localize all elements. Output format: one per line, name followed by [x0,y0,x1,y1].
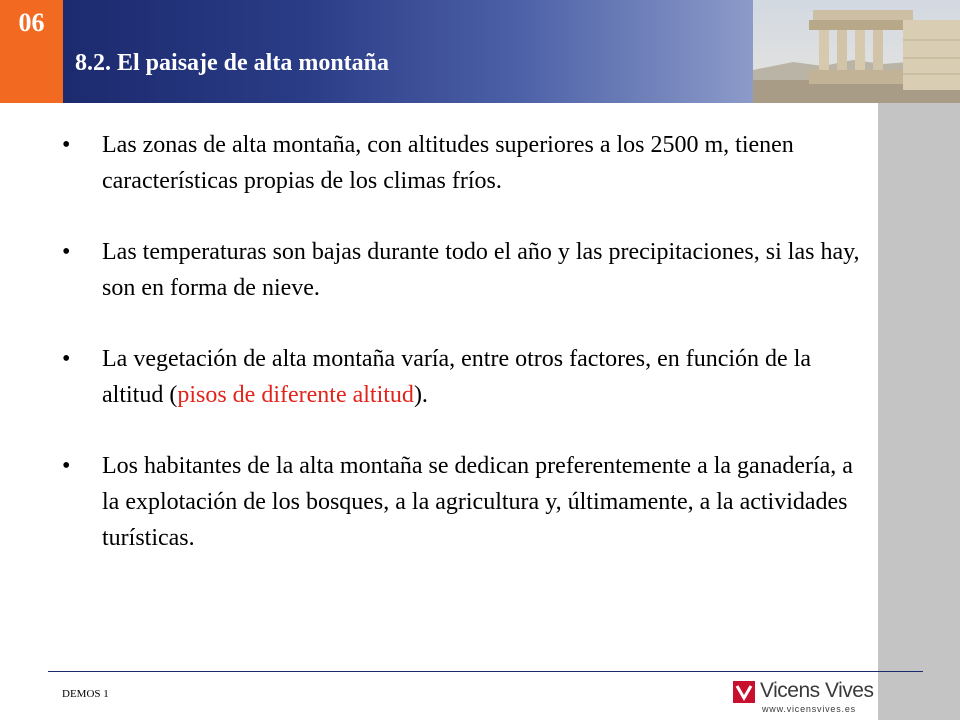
bullet-marker: • [62,453,71,479]
bullet-marker: • [62,132,71,158]
publisher-logo [733,678,878,718]
bullet-text: Los habitantes de la alta montaña se dedican preferentemente a la ganadería, a la explotación de los bosques, a la agricultura y, últimamente, a la actividades turísticas. [102,453,853,551]
highlighted-text: pisos de diferente altitud [177,382,414,408]
vicens-vives-logo-icon [733,681,755,703]
bullet-text: La vegetación de alta montaña varía, entre otros factores, en función de la altitud ( [102,346,812,408]
header-bar [63,0,753,103]
bullet-text: Las temperaturas son bajas durante todo el año y las precipitaciones, si las hay, son en forma de nieve. [102,239,860,301]
bullet-marker: • [62,346,71,372]
footer-label: DEMOS 1 [62,688,109,700]
bullet-marker: • [62,239,71,265]
bullet-text-end: ). [413,382,428,408]
slide-title: 8.2. El paisaje de alta montaña [75,50,390,76]
chapter-box [0,0,63,103]
chapter-number: 06 [18,8,45,37]
bullet-item [62,127,874,199]
logo-name: Vicens Vives [760,679,874,702]
bullet-list [62,127,874,591]
logo-url: www.vicensvives.es [762,704,856,714]
bullet-item [62,341,874,413]
side-strip [878,103,960,720]
erechtheion-caryatids-photo [753,0,960,103]
bullet-text: Las zonas de alta montaña, con altitudes superiores a los 2500 m, tienen características propias de los climas fríos. [102,132,794,194]
footer-divider [48,671,923,672]
bullet-item [62,448,874,556]
bullet-item [62,234,874,306]
